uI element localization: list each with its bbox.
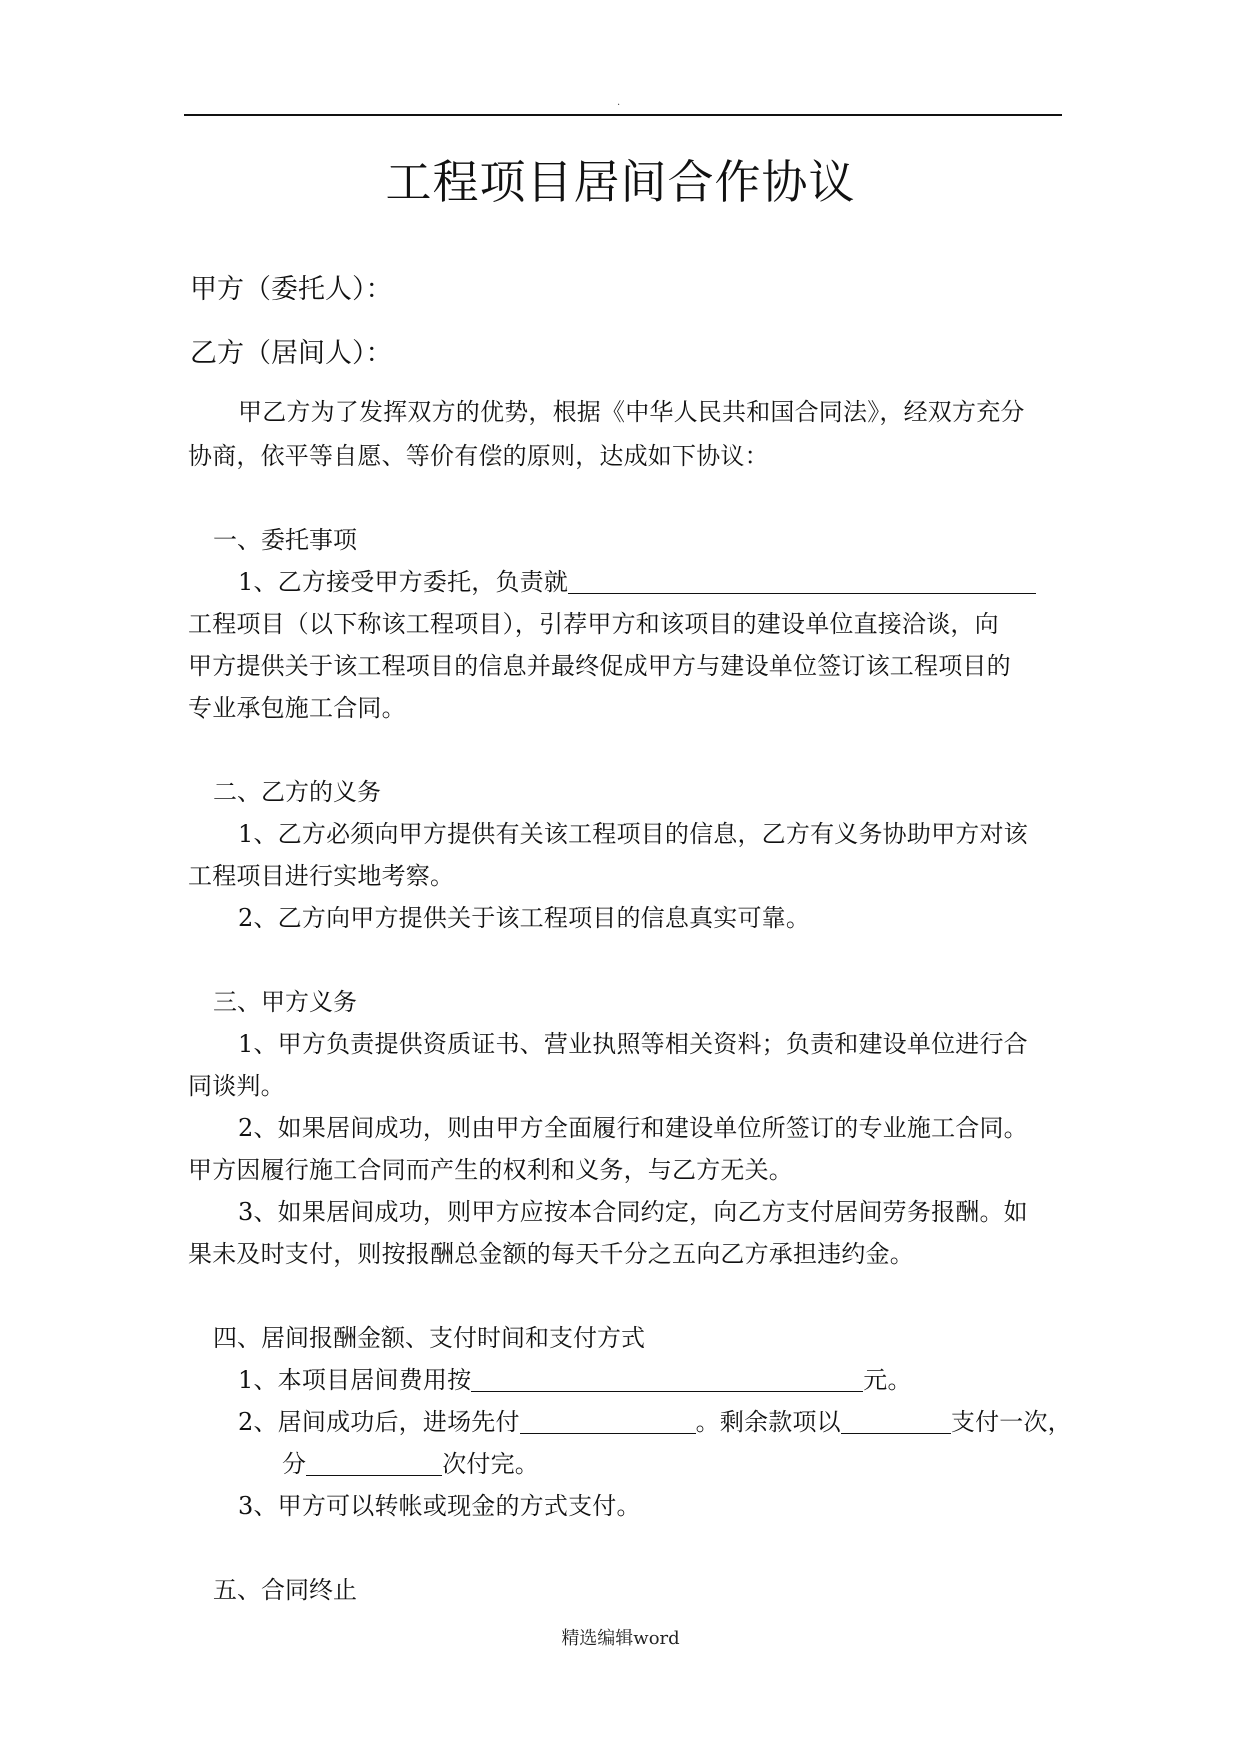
section-4-item-2-prefix: 2、居间成功后，进场先付 bbox=[238, 1408, 520, 1436]
advance-payment-blank bbox=[520, 1409, 696, 1434]
section-1-item-1-line-4: 专业承包施工合同。 bbox=[188, 694, 406, 722]
section-2-heading: 二、乙方的义务 bbox=[213, 778, 381, 806]
document-title: 工程项目居间合作协议 bbox=[385, 155, 856, 209]
section-4-item-1 bbox=[238, 1362, 912, 1398]
header-rule bbox=[184, 114, 1062, 116]
section-3-heading: 三、甲方义务 bbox=[213, 988, 357, 1016]
section-3-item-2-line-1: 2、如果居间成功，则由甲方全面履行和建设单位所签订的专业施工合同。 bbox=[238, 1114, 1028, 1142]
intro-line-2: 协商，依平等自愿、等价有偿的原则，达成如下协议： bbox=[188, 442, 769, 470]
section-5-heading: 五、合同终止 bbox=[213, 1576, 357, 1604]
page-footer: 精选编辑word bbox=[561, 1628, 680, 1649]
header-dot: . bbox=[617, 97, 621, 108]
section-4-item-1-prefix: 1、本项目居间费用按 bbox=[238, 1366, 472, 1394]
section-4-item-2-suffix: 支付一次， bbox=[950, 1408, 1072, 1436]
section-4-item-3: 3、甲方可以转帐或现金的方式支付。 bbox=[238, 1492, 641, 1520]
intro-line-1: 甲乙方为了发挥双方的优势，根据《中华人民共和国合同法》，经双方充分 bbox=[238, 398, 1025, 426]
section-4-heading: 四、居间报酬金额、支付时间和支付方式 bbox=[213, 1324, 645, 1352]
section-1-item-1-line-2: 工程项目（以下称该工程项目），引荐甲方和该项目的建设单位直接洽谈，向 bbox=[188, 610, 999, 638]
party-a-label: 甲方（委托人）： bbox=[190, 274, 393, 305]
section-3-item-3-line-2: 果未及时支付，则按报酬总金额的每天千分之五向乙方承担违约金。 bbox=[188, 1240, 914, 1268]
section-3-item-3-line-1: 3、如果居间成功，则甲方应按本合同约定，向乙方支付居间劳务报酬。如 bbox=[238, 1198, 1028, 1226]
section-4-item-2-mid: 。剩余款项以 bbox=[695, 1408, 841, 1436]
fee-amount-blank bbox=[471, 1367, 863, 1392]
section-2-item-1-line-1: 1、乙方必须向甲方提供有关该工程项目的信息，乙方有义务协助甲方对该 bbox=[238, 820, 1028, 848]
section-3-item-1-line-2: 同谈判。 bbox=[188, 1072, 285, 1100]
section-3-item-2-line-2: 甲方因履行施工合同而产生的权利和义务，与乙方无关。 bbox=[188, 1156, 793, 1184]
section-4-item-2-line-2-prefix: 分 bbox=[282, 1450, 307, 1478]
party-b-label: 乙方（居间人）： bbox=[190, 338, 393, 369]
section-1-item-1-line-3: 甲方提供关于该工程项目的信息并最终促成甲方与建设单位签订该工程项目的 bbox=[188, 652, 1011, 680]
section-2-item-1-line-2: 工程项目进行实地考察。 bbox=[188, 862, 455, 890]
section-4-item-1-suffix: 元。 bbox=[863, 1366, 912, 1394]
section-1-heading: 一、委托事项 bbox=[213, 526, 357, 554]
section-4-item-2-line-1 bbox=[238, 1404, 1072, 1440]
project-name-blank bbox=[568, 569, 1036, 594]
remaining-payment-blank bbox=[841, 1409, 951, 1434]
section-4-item-2-line-2-suffix: 次付完。 bbox=[442, 1450, 540, 1478]
section-1-item-1-prefix: 1、乙方接受甲方委托，负责就 bbox=[238, 568, 569, 596]
installment-count-blank bbox=[306, 1451, 442, 1476]
section-1-item-1-line-1 bbox=[238, 564, 1036, 600]
section-2-item-2: 2、乙方向甲方提供关于该工程项目的信息真实可靠。 bbox=[238, 904, 811, 932]
section-4-item-2-line-2 bbox=[282, 1446, 539, 1482]
section-3-item-1-line-1: 1、甲方负责提供资质证书、营业执照等相关资料；负责和建设单位进行合 bbox=[238, 1030, 1028, 1058]
